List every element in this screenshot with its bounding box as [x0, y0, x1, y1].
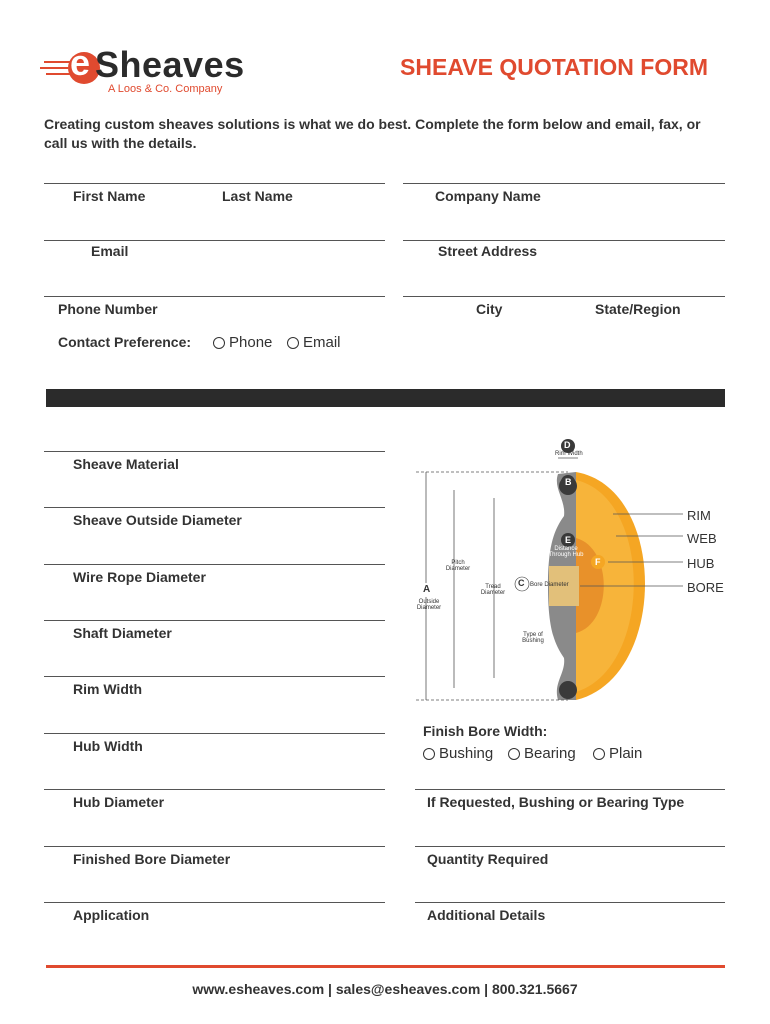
- contact-email-radio[interactable]: [287, 334, 341, 351]
- label-pitch-diameter: Pitch Diameter: [445, 560, 471, 572]
- divider: [44, 676, 385, 677]
- divider: [44, 296, 385, 297]
- quantity-required-field[interactable]: [427, 873, 721, 897]
- divider: [44, 620, 385, 621]
- radio-label: Email: [303, 334, 341, 351]
- label-c: C: [518, 578, 525, 588]
- finish-bearing-radio[interactable]: [508, 745, 576, 762]
- finish-bushing-radio[interactable]: [423, 745, 493, 762]
- hub-diameter-label: Hub Diameter: [73, 794, 165, 810]
- first-name-field[interactable]: [73, 210, 217, 232]
- divider: [44, 240, 385, 241]
- label-e: E: [565, 535, 572, 545]
- radio-label: Plain: [609, 745, 643, 762]
- bushing-type-field[interactable]: [427, 816, 721, 840]
- divider: [44, 789, 385, 790]
- hub-diameter-field[interactable]: [73, 816, 377, 840]
- contact-phone-radio[interactable]: [213, 334, 272, 351]
- last-name-field[interactable]: [222, 210, 386, 232]
- additional-details-field[interactable]: [427, 929, 721, 953]
- wire-rope-diameter-field[interactable]: [73, 591, 377, 615]
- finished-bore-diameter-field[interactable]: [73, 873, 377, 897]
- quantity-required-label: Quantity Required: [427, 851, 549, 867]
- phone-number-label: Phone Number: [58, 301, 158, 317]
- outside-diameter-field[interactable]: [73, 534, 377, 558]
- last-name-label: Last Name: [222, 188, 293, 204]
- radio-circle-icon: [593, 748, 605, 760]
- sheave-material-label: Sheave Material: [73, 456, 179, 472]
- company-name-label: Company Name: [435, 188, 541, 204]
- divider: [44, 902, 385, 903]
- label-f: F: [595, 557, 601, 567]
- label-tread-diameter: Tread Diameter: [480, 584, 506, 596]
- label-hub: HUB: [687, 556, 715, 571]
- bushing-type-label: If Requested, Bushing or Bearing Type: [427, 794, 685, 810]
- divider: [415, 789, 725, 790]
- section-band: [46, 389, 725, 407]
- company-name-field[interactable]: [435, 210, 719, 232]
- divider: [415, 846, 725, 847]
- city-label: City: [476, 301, 503, 317]
- divider: [403, 296, 725, 297]
- label-bore-diameter: Bore Diameter: [530, 582, 569, 588]
- label-a: A: [423, 584, 431, 595]
- email-label: Email: [91, 243, 129, 259]
- application-field[interactable]: [73, 929, 377, 953]
- shaft-diameter-field[interactable]: [73, 647, 377, 671]
- wire-rope-diameter-label: Wire Rope Diameter: [73, 569, 206, 585]
- application-label: Application: [73, 907, 150, 923]
- street-address-field[interactable]: [435, 265, 719, 287]
- divider: [415, 902, 725, 903]
- divider: [44, 451, 385, 452]
- divider: [403, 240, 725, 241]
- logo-letter: e: [70, 42, 91, 83]
- outside-diameter-label: Sheave Outside Diameter: [73, 512, 242, 528]
- first-name-label: First Name: [73, 188, 146, 204]
- label-b: B: [565, 477, 572, 487]
- sheave-material-field[interactable]: [73, 478, 377, 502]
- finished-bore-diameter-label: Finished Bore Diameter: [73, 851, 231, 867]
- hub-width-field[interactable]: [73, 760, 377, 784]
- rim-width-label: Rim Width: [73, 681, 143, 697]
- finish-bore-width-label: Finish Bore Width:: [423, 723, 548, 739]
- radio-circle-icon: [508, 748, 520, 760]
- label-rim-width: Rim Width: [555, 451, 583, 457]
- radio-label: Bearing: [524, 745, 576, 762]
- divider: [44, 507, 385, 508]
- street-address-label: Street Address: [438, 243, 538, 259]
- additional-details-label: Additional Details: [427, 907, 546, 923]
- label-outside-diameter: Outside Diameter: [416, 599, 442, 611]
- label-distance-through-hub: Distance Through Hub: [548, 546, 584, 558]
- shaft-diameter-label: Shaft Diameter: [73, 625, 172, 641]
- radio-circle-icon: [213, 337, 225, 349]
- divider: [44, 183, 385, 184]
- logo-wordmark: Sheaves: [95, 44, 245, 85]
- finish-plain-radio[interactable]: [593, 745, 642, 762]
- radio-label: Bushing: [439, 745, 494, 762]
- footer-contact: www.esheaves.com | sales@esheaves.com | 800.321.5667: [192, 981, 578, 997]
- label-d: D: [564, 440, 571, 450]
- label-type-of-bushing: Type of Bushing: [522, 632, 544, 644]
- divider: [44, 846, 385, 847]
- label-web: WEB: [687, 531, 717, 546]
- footer-rule: [46, 965, 725, 968]
- rim-width-field[interactable]: [73, 703, 377, 727]
- label-rim: RIM: [687, 508, 711, 523]
- state-region-label: State/Region: [595, 301, 681, 317]
- divider: [44, 733, 385, 734]
- radio-circle-icon: [423, 748, 435, 760]
- radio-label: Phone: [229, 334, 273, 351]
- radio-circle-icon: [287, 337, 299, 349]
- hub-width-label: Hub Width: [73, 738, 143, 754]
- label-bore: BORE: [687, 580, 724, 595]
- intro-text: Creating custom sheaves solutions is what we do best. Complete the form below and email, fax, or call us with the details.: [44, 116, 701, 151]
- email-field[interactable]: [73, 265, 377, 287]
- form-title: SHEAVE QUOTATION FORM: [400, 54, 708, 80]
- contact-preference-label: Contact Preference:: [58, 334, 192, 350]
- divider: [44, 564, 385, 565]
- logo-tagline: A Loos & Co. Company: [108, 83, 223, 95]
- divider: [403, 183, 725, 184]
